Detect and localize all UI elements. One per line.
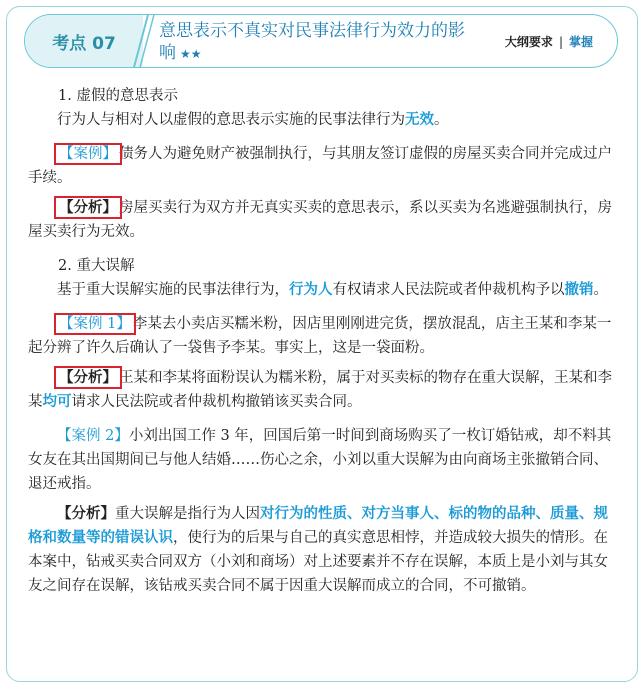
analysis2-text-a: 重大误解是指行为人因 [115,506,260,522]
section2-intro-c: 。 [593,282,608,298]
header-divider-decoration [129,14,155,68]
topic-title-text: 意思表示不真实对民事法律行为效力的影响 [159,21,465,63]
section2-intro-emphasis-1: 行为人 [289,281,333,298]
section1-case [28,142,616,190]
section2-intro-a: 基于重大误解实施的民事法律行为， [57,282,289,298]
topic-tag: 考点 07 [25,15,143,67]
section1-analysis [28,196,616,244]
requirement-separator: | [558,35,563,49]
section2-analysis2 [28,502,616,598]
analysis2-emphasis: 对行为的性质、对方当事人、标的物的品种、质量、规格和数量等的错误认识 [28,505,608,546]
case2-label: 【案例 2】 [57,428,129,444]
analysis1-emphasis: 均可 [42,393,72,410]
section1-intro-text: 行为人与相对人以虚假的意思表示实施的民事法律行为 [57,112,405,128]
case-label: 【案例】 [59,146,117,162]
section2-analysis1 [28,366,616,414]
analysis1-text-a: 王某和李某将面粉误认为糯米粉，属于对买卖标的物存在重大误解，王某和李某 [28,370,612,410]
section1-intro-end: 。 [434,112,449,128]
analysis-label: 【分析】 [59,199,117,216]
requirement-level: 掌握 [568,35,593,49]
section2-heading: 2. 重大误解 [58,258,135,274]
case-text: 债务人为避免财产被强制执行，与其朋友签订虚假的房屋买卖合同并完成过户手续。 [28,146,612,186]
importance-stars: ★★ [180,47,202,61]
section1-intro-emphasis: 无效 [405,111,434,128]
case2-text: 小刘出国工作 3 年，回国后第一时间到商场购买了一枚订婚钻戒，却不料其女友在其出国期间已与他人结婚……伤心之余，小刘以重大误解为由向商场主张撤销合同、退还戒指。 [28,428,612,492]
analysis2-label: 【分析】 [57,505,115,522]
requirement-label: 大纲要求 [504,35,553,49]
section2-case2 [28,424,616,496]
analysis1-text-b: 请求人民法院或者仲裁机构撤销该买卖合同。 [71,394,362,410]
topic-title [159,20,469,65]
section2-case1 [28,312,616,360]
case1-label: 【案例 1】 [59,316,131,332]
analysis-text: 房屋买卖行为双方并无真实买卖的意思表示，系以买卖为名逃避强制执行，房屋买卖行为无效。 [28,200,612,240]
case1-text: 李某去小卖店买糯米粉，因店里刚刚进完货，摆放混乱，店主王某和李某一起分辨了许久后确认了一袋售予李某。事实上，这是一袋面粉。 [28,316,612,356]
section1-intro [28,108,616,132]
section1-heading: 1. 虚假的意思表示 [58,88,178,104]
section2-intro-emphasis-2: 撤销 [564,281,594,298]
main-content [28,84,616,598]
section2-intro [28,278,616,302]
section2-intro-b: 有权请求人民法院或者仲裁机构予以 [332,282,565,298]
analysis2-text-b: ，使行为的后果与自己的真实意思相悖，并造成较大损失的情形。在本案中，钻戒买卖合同双方（小刘和商场）对上述要素并不存在误解，本质上是小刘与其女友之间存在误解，该钻戒买卖合同不属于因重大误解而成立的合同，不可撤销。 [28,530,608,594]
analysis1-label: 【分析】 [59,369,117,386]
section-header [24,14,618,68]
syllabus-requirement [505,33,593,50]
